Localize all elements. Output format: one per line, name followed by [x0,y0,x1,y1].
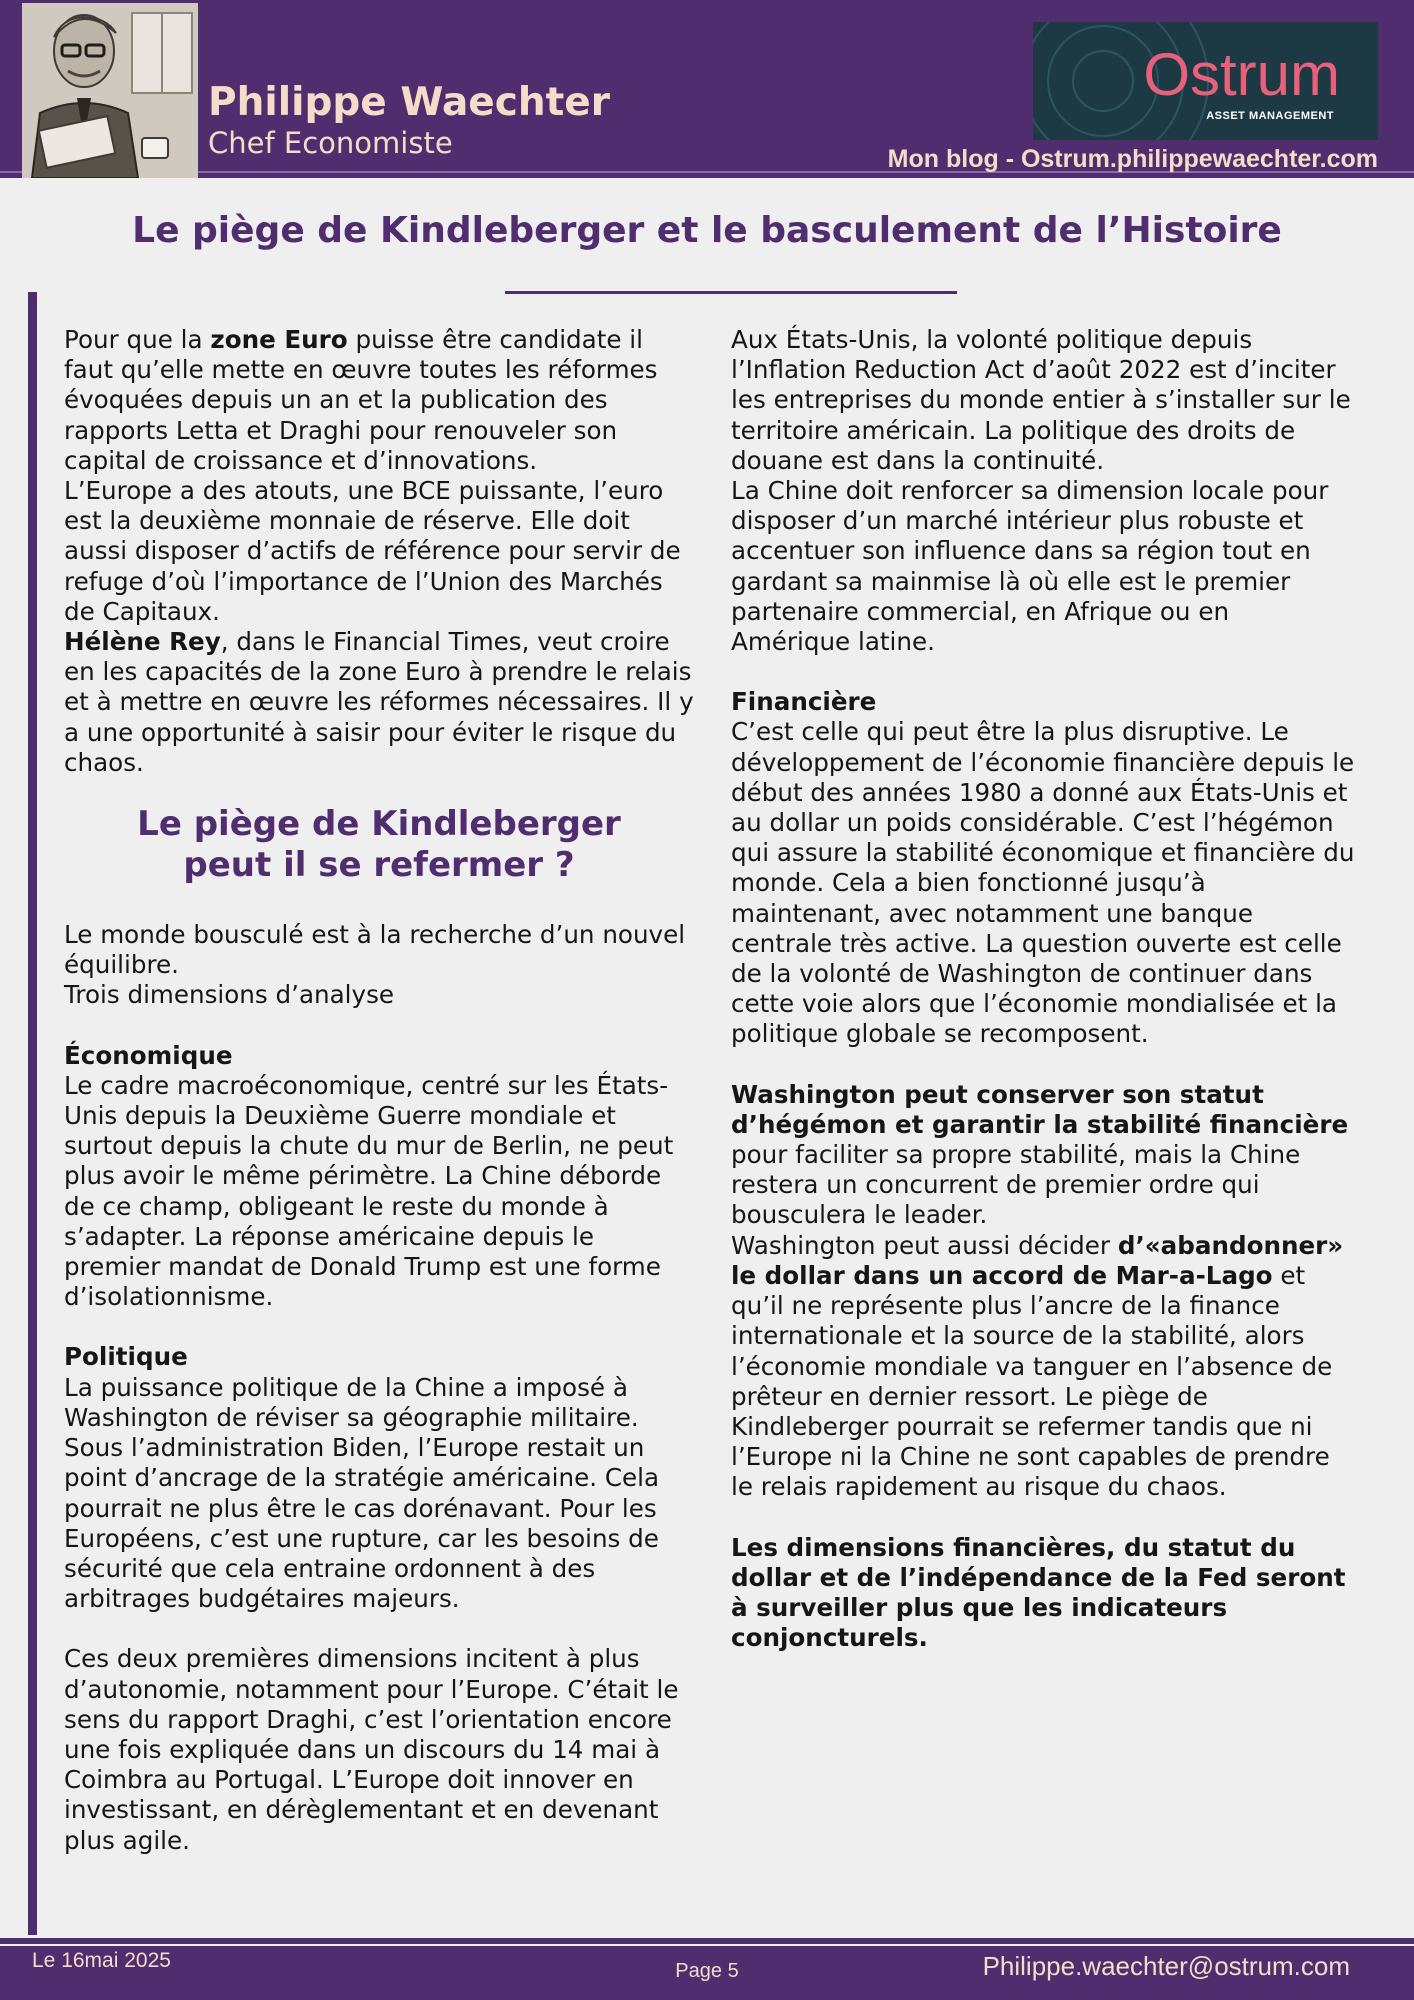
spacer [64,1312,694,1342]
footer-date: Le 16mai 2025 [32,1949,171,1972]
author-portrait [22,3,198,178]
spacer [64,1011,694,1041]
footer-email-link[interactable]: Philippe.waechter@ostrum.com [982,1951,1350,1981]
logo-wordmark: Ostrum [1143,41,1340,108]
paragraph-economique: Le cadre macroéconomique, centré sur les États-Unis depuis la Deuxième Guerre mondiale et surtout depuis la chute du mur de Berlin, ne peut plus avoir le même périmètre. La Chine déborde de ce champ, obligeant le reste du monde à s’adapter. La réponse américaine depuis le premier mandat de Donald Trump est une forme d’isolationnisme. [64,1070,674,1312]
text-span: pour faciliter sa propre stabilité, mais la Chine restera un concurrent de premier ordre qui bousculera le leader. [731,1140,1301,1230]
section-subtitle [64,804,694,886]
heading-financiere [731,687,1356,717]
portrait-illustration [22,3,198,178]
paragraph-monde-bouscule: Le monde bousculé est à la recherche d’un nouvel équilibre. [64,920,686,980]
text-span: puisse être candidate il faut qu’elle mette en œuvre toutes les réformes évoquées depuis un an et la publication des rapports Letta et Draghi pour renouveler son capital de croissance et d’innovations. [64,325,658,475]
footer-divider [0,1938,1414,1944]
paragraph-helene-rey [64,627,694,778]
spacer [731,1503,1356,1533]
bold-zone-euro: zone Euro [210,325,348,354]
paragraph-zone-euro [64,325,694,476]
heading-text: Économique [64,1040,233,1070]
heading-text: Politique [64,1342,188,1372]
paragraph-conclusion [731,1533,1356,1654]
heading-text: Financière [731,687,877,717]
heading-politique [64,1342,694,1372]
subtitle-line-2: peut il se refermer ? [183,845,575,886]
bold-text: d’«abandonner» le dollar dans un accord de Mar-a-Lago [731,1230,1344,1290]
title-underline [505,291,957,294]
page-title: Le piège de Kindleberger et le basculement de l’Histoire [132,210,1282,251]
paragraph-washington-hegemon [731,1080,1356,1231]
text-span: , dans le Financial Times, veut croire en les capacités de la zone Euro à prendre le relais et à mettre en œuvre les réformes nécessaires. Il y a une opportunité à saisir pour éviter le risque du chaos. [64,627,694,777]
right-column [731,325,1356,1653]
spacer [731,657,1356,687]
author-role: Chef Economiste [208,126,453,160]
blog-link[interactable]: Mon blog - Ostrum.philippewaechter.com [887,145,1378,173]
paragraph-chine: La Chine doit renforcer sa dimension locale pour disposer d’un marché intérieur plus robuste et accentuer son influence dans sa région tout en gardant sa mainmise là où elle est le premier partenaire commercial, en Afrique ou en Amérique latine. [731,476,1329,657]
text-span: Pour que la [64,325,211,354]
bold-text: Les dimensions financières, du statut du dollar et de l’indépendance de la Fed seront à surveiller plus que les indicateurs conjoncturels. [731,1532,1346,1653]
paragraph-europe-atouts: L’Europe a des atouts, une BCE puissante, l’euro est la deuxième monnaie de réserve. Elle doit aussi disposer d’actifs de référence pour servir de refuge d’où l’importance de l’Union des Marchés de Capitaux. [64,476,681,626]
spacer [64,1614,694,1644]
ostrum-logo [1033,22,1378,140]
bold-helene-rey: Hélène Rey [64,627,221,657]
left-accent-bar [28,292,37,1935]
page-number: Page 5 [675,1960,739,1982]
subtitle-line-1: Le piège de Kindleberger [137,804,621,845]
left-column [64,325,694,1856]
heading-economique [64,1041,694,1071]
paragraph-washington-dollar [731,1231,1356,1503]
paragraph-etats-unis: Aux États-Unis, la volonté politique depuis l’Inflation Reduction Act d’août 2022 est d’inciter les entreprises du monde entier à s’installer sur le territoire américain. La politique des droits de douane est dans la continuité. [731,325,1351,475]
paragraph-financiere: C’est celle qui peut être la plus disruptive. Le développement de l’économie financière depuis le début des années 1980 a donné aux États-Unis et au dollar un poids considérable. C’est l’hégémon qui assure la stabilité économique et financière du monde. Cela a bien fonctionné jusqu’à maintenant, avec notamment une banque centrale très active. La question ouverte est celle de la volonté de Washington de continuer dans cette voie alors que l’économie mondialisée et la politique globale se recomposent. [731,717,1355,1049]
paragraph-politique: La puissance politique de la Chine a imposé à Washington de réviser sa géographie militaire. Sous l’administration Biden, l’Europe restait un point d’ancrage de la stratégie américaine. Cela pourrait ne plus être le cas dorénavant. Pour les Européens, c’est une rupture, car les besoins de sécurité que cela entraine ordonnent à des arbitrages budgétaires majeurs. [64,1372,660,1614]
author-name: Philippe Waechter [208,80,610,125]
bold-text: Washington peut conserver son statut d’hégémon et garantir la stabilité financière [731,1079,1349,1139]
logo-tagline: ASSET MANAGEMENT [1206,110,1334,122]
text-span: et qu’il ne représente plus l’ancre de la finance internationale et la source de la stabilité, alors l’économie mondiale va tanguer en l’absence de prêteur en dernier ressort. Le piège de Kindleberger pourrait se refermer tandis que ni l’Europe ni la Chine ne sont capables de prendre le relais rapidement au risque du chaos. [731,1260,1333,1502]
spacer [731,1050,1356,1080]
paragraph-autonomie: Ces deux premières dimensions incitent à plus d’autonomie, notamment pour l’Europe. C’était le sens du rapport Draghi, c’est l’orientation encore une fois expliquée dans un discours du 14 mai à Coimbra au Portugal. L’Europe doit innover en investissant, en dérèglementant et en devenant plus agile. [64,1644,679,1855]
paragraph-trois-dimensions: Trois dimensions d’analyse [64,980,395,1010]
text-span: Washington peut aussi décider [731,1230,1118,1260]
